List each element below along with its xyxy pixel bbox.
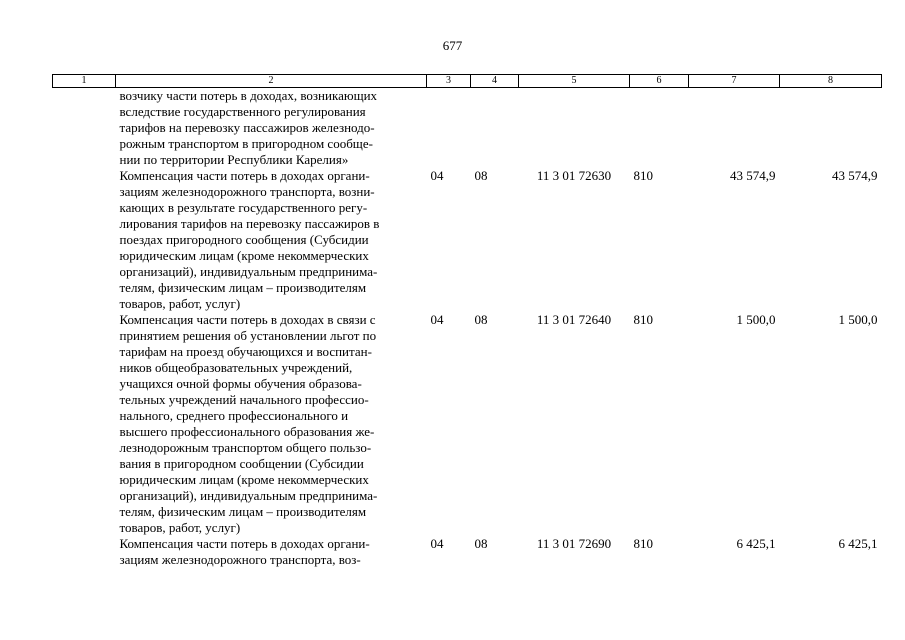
amount-col-7: 6 425,1 bbox=[736, 536, 776, 551]
row-number-cell bbox=[53, 88, 116, 169]
amount-col-7: 1 500,0 bbox=[736, 312, 776, 327]
expense-type-code bbox=[630, 88, 689, 169]
description-line: поездах пригородного сообщения (Субсидии bbox=[119, 232, 369, 247]
column-number-3: 3 bbox=[427, 75, 471, 88]
description-line: тарифов на перевозку пассажиров железнодо- bbox=[119, 120, 375, 135]
subsection-code: 08 bbox=[474, 168, 488, 183]
description-line: ников общеобразовательных учреждений, bbox=[119, 360, 353, 375]
table-row bbox=[53, 312, 882, 536]
column-number-4: 4 bbox=[471, 75, 519, 88]
description-line: рожным транспортом в пригородном сообще- bbox=[119, 136, 373, 151]
row-number-cell bbox=[53, 168, 116, 312]
row-description bbox=[116, 88, 427, 169]
amount-col-8: 6 425,1 bbox=[838, 536, 878, 551]
description-line: нии по территории Республики Карелия» bbox=[119, 152, 349, 167]
description-line: юридическим лицам (кроме некоммерческих bbox=[119, 472, 369, 487]
description-line: зациям железнодорожного транспорта, возни- bbox=[119, 184, 375, 199]
section-code: 04 bbox=[430, 312, 444, 327]
column-number-2: 2 bbox=[116, 75, 427, 88]
description-line: зациям железнодорожного транспорта, воз- bbox=[119, 552, 361, 567]
description-line: Компенсация части потерь в доходах органи- bbox=[119, 168, 370, 183]
column-number-8: 8 bbox=[780, 75, 882, 88]
subsection-code bbox=[471, 88, 519, 169]
target-article-code: 11 3 01 72640 bbox=[536, 312, 612, 327]
description-line: лезнодорожным транспортом общего пользо- bbox=[119, 440, 372, 455]
description-line: учащихся очной формы обучения образова- bbox=[119, 376, 362, 391]
section-code bbox=[427, 88, 471, 169]
description-line: организаций), индивидуальным предпринима- bbox=[119, 264, 378, 279]
description-line: принятием решения об установлении льгот по bbox=[119, 328, 377, 343]
description-line: кающих в результате государственного регу- bbox=[119, 200, 368, 215]
row-description bbox=[116, 312, 427, 536]
description-line: Компенсация части потерь в доходах в связи с bbox=[119, 312, 376, 327]
description-line: лирования тарифов на перевозку пассажиров в bbox=[119, 216, 380, 231]
row-description bbox=[116, 168, 427, 312]
table-row bbox=[53, 168, 882, 312]
table-body bbox=[53, 88, 882, 569]
column-number-1: 1 bbox=[53, 75, 116, 88]
description-line: телям, физическим лицам – производителям bbox=[119, 504, 367, 519]
amount-col-7 bbox=[689, 88, 780, 169]
target-article-code bbox=[519, 88, 630, 169]
row-number-cell bbox=[53, 312, 116, 536]
amount-col-8: 1 500,0 bbox=[838, 312, 878, 327]
amount-col-7: 43 574,9 bbox=[730, 168, 776, 183]
target-article-code: 11 3 01 72630 bbox=[536, 168, 612, 183]
description-line: Компенсация части потерь в доходах органи- bbox=[119, 536, 370, 551]
column-number-row bbox=[53, 75, 882, 88]
column-number-5: 5 bbox=[519, 75, 630, 88]
expense-type-code: 810 bbox=[633, 168, 653, 183]
row-description bbox=[116, 536, 427, 568]
budget-table bbox=[52, 74, 882, 568]
target-article-code: 11 3 01 72690 bbox=[536, 536, 612, 551]
description-line: товаров, работ, услуг) bbox=[119, 520, 241, 535]
page-number: 677 bbox=[442, 38, 463, 53]
subsection-code: 08 bbox=[474, 536, 488, 551]
expense-type-code: 810 bbox=[633, 312, 653, 327]
column-number-7: 7 bbox=[689, 75, 780, 88]
description-line: вследствие государственного регулирования bbox=[119, 104, 366, 119]
row-number-cell bbox=[53, 536, 116, 568]
description-line: организаций), индивидуальным предпринима- bbox=[119, 488, 378, 503]
description-line: вания в пригородном сообщении (Субсидии bbox=[119, 456, 364, 471]
description-line: возчику части потерь в доходах, возникающих bbox=[119, 88, 378, 103]
description-line: товаров, работ, услуг) bbox=[119, 296, 241, 311]
amount-col-8: 43 574,9 bbox=[832, 168, 878, 183]
description-line: тарифам на проезд обучающихся и воспитан- bbox=[119, 344, 372, 359]
description-line: нального, среднего профессионального и bbox=[119, 408, 349, 423]
section-code: 04 bbox=[430, 168, 444, 183]
section-code: 04 bbox=[430, 536, 444, 551]
description-line: тельных учреждений начального профессио- bbox=[119, 392, 369, 407]
expense-type-code: 810 bbox=[633, 536, 653, 551]
amount-col-8 bbox=[780, 88, 882, 169]
table-row bbox=[53, 536, 882, 568]
description-line: телям, физическим лицам – производителям bbox=[119, 280, 367, 295]
description-line: высшего профессионального образования же- bbox=[119, 424, 375, 439]
description-line: юридическим лицам (кроме некоммерческих bbox=[119, 248, 369, 263]
column-number-6: 6 bbox=[630, 75, 689, 88]
subsection-code: 08 bbox=[474, 312, 488, 327]
table-row bbox=[53, 88, 882, 169]
